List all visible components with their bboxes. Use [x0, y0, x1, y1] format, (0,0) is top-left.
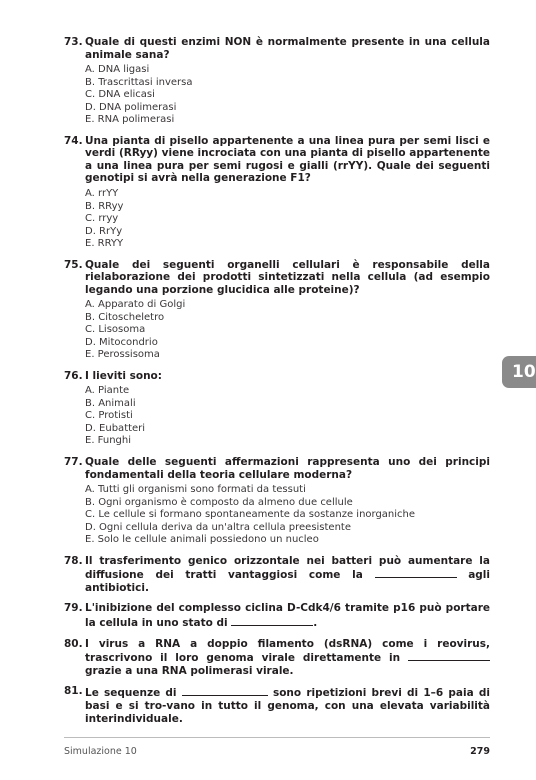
question-text: Una pianta di pisello appartenente a una linea pura per semi lisci e verdi (RRyy) viene incrociata con una pianta di pisello appartenente a una linea pura per semi rugosi e gialli (rrYY). Quale dei seguenti genotipi si avrà nella generazione F1?	[85, 134, 490, 185]
answer-option: A. Apparato di Golgi	[85, 299, 186, 311]
question-number: 80.	[64, 637, 83, 650]
footer-divider	[64, 737, 490, 738]
question-number: 78.	[64, 554, 83, 567]
question-76	[64, 370, 490, 448]
question-80	[64, 638, 490, 678]
page-number: 279	[470, 746, 490, 757]
question-text	[85, 555, 490, 595]
question-81	[64, 685, 490, 725]
answer-option: A. DNA ligasi	[85, 64, 150, 76]
answer-option: D. Mitocondrio	[85, 336, 158, 348]
answer-option: B. Trascrittasi inversa	[85, 76, 193, 88]
answer-option: E. Solo le cellule animali possiedono un nucleo	[85, 534, 319, 546]
question-number: 77.	[64, 455, 83, 468]
answer-option: C. DNA elicasi	[85, 89, 155, 101]
question-text	[85, 685, 490, 725]
answer-option: D. DNA polimerasi	[85, 101, 177, 113]
question-number: 74.	[64, 134, 83, 147]
question-text-part: I virus a RNA a doppio filamento (dsRNA) come i reovirus, trascrivono il loro genoma virale direttamente in	[85, 637, 490, 665]
question-74	[64, 135, 490, 251]
fill-in-blank	[375, 567, 457, 578]
fill-in-blank	[231, 615, 313, 626]
question-77	[64, 456, 490, 547]
answer-option: B. Citoscheletro	[85, 311, 165, 323]
answer-options	[85, 188, 490, 251]
answer-option: A. Piante	[85, 385, 130, 397]
fill-in-blank	[408, 650, 490, 661]
answer-option: C. Le cellule si formano spontaneamente da sostanze inorganiche	[85, 509, 416, 521]
answer-option: E. RRYY	[85, 238, 124, 250]
question-text: Quale di questi enzimi NON è normalmente presente in una cellula animale sana?	[85, 36, 490, 61]
answer-option: E. Perossisoma	[85, 349, 160, 361]
question-list	[64, 36, 490, 733]
question-text: Quale dei seguenti organelli cellulari è responsabile della rielaborazione dei prodotti sintetizzati nella cellula (ad esempio legando una porzione glucidica alle proteine)?	[85, 258, 490, 296]
question-78	[64, 555, 490, 595]
question-text-part: L'inibizione del complesso ciclina D-Cdk4/6 tramite p16 può portare la cellula in uno stato di	[85, 602, 490, 629]
footer-title: Simulazione 10	[64, 746, 137, 757]
question-79	[64, 602, 490, 629]
question-number: 81.	[64, 685, 83, 698]
question-text	[85, 602, 490, 629]
question-text: I lieviti sono:	[85, 369, 162, 382]
answer-option: C. Protisti	[85, 410, 133, 422]
question-text: Quale delle seguenti affermazioni rappresenta uno dei principi fondamentali della teoria cellulare moderna?	[85, 455, 490, 481]
question-text-part: grazie a una RNA polimerasi virale.	[85, 664, 294, 677]
answer-options	[85, 64, 490, 127]
answer-option: E. RNA polimerasi	[85, 114, 175, 126]
answer-option: C. rryy	[85, 213, 119, 225]
answer-options	[85, 299, 490, 362]
question-text-part: agli antibiotici.	[85, 569, 491, 594]
question-text-part: sono ripetizioni brevi di 1–6 paia di basi e si tro-vano in tutto il genoma, con una elevata variabilità interindividuale.	[85, 687, 491, 725]
question-text	[85, 638, 490, 678]
answer-option: A. rrYY	[85, 188, 119, 200]
answer-option: C. Lisosoma	[85, 324, 146, 336]
answer-options	[85, 385, 490, 448]
answer-options	[85, 484, 490, 547]
question-text-part: Il trasferimento genico orizzontale nei batteri può aumentare la diffusione dei tratti vantaggiosi come la	[85, 554, 490, 582]
answer-option: D. Eubatteri	[85, 422, 146, 434]
question-number: 76.	[64, 369, 83, 382]
question-text-part: Le sequenze di	[85, 687, 177, 700]
answer-option: D. Ogni cellula deriva da un'altra cellula preesistente	[85, 521, 351, 533]
fill-in-blank	[182, 685, 268, 696]
question-number: 75.	[64, 258, 83, 271]
question-73	[64, 36, 490, 127]
answer-option: B. Ogni organismo è composto da almeno due cellule	[85, 496, 353, 508]
answer-option: A. Tutti gli organismi sono formati da tessuti	[85, 484, 306, 496]
question-75	[64, 259, 490, 362]
question-number: 73.	[64, 36, 83, 48]
question-text-part: .	[313, 617, 318, 629]
answer-option: B. Animali	[85, 397, 136, 409]
chapter-tab: 10	[502, 356, 536, 388]
answer-option: B. RRyy	[85, 200, 124, 212]
question-number: 79.	[64, 602, 83, 615]
answer-option: E. Funghi	[85, 435, 132, 447]
answer-option: D. RrYy	[85, 225, 123, 237]
